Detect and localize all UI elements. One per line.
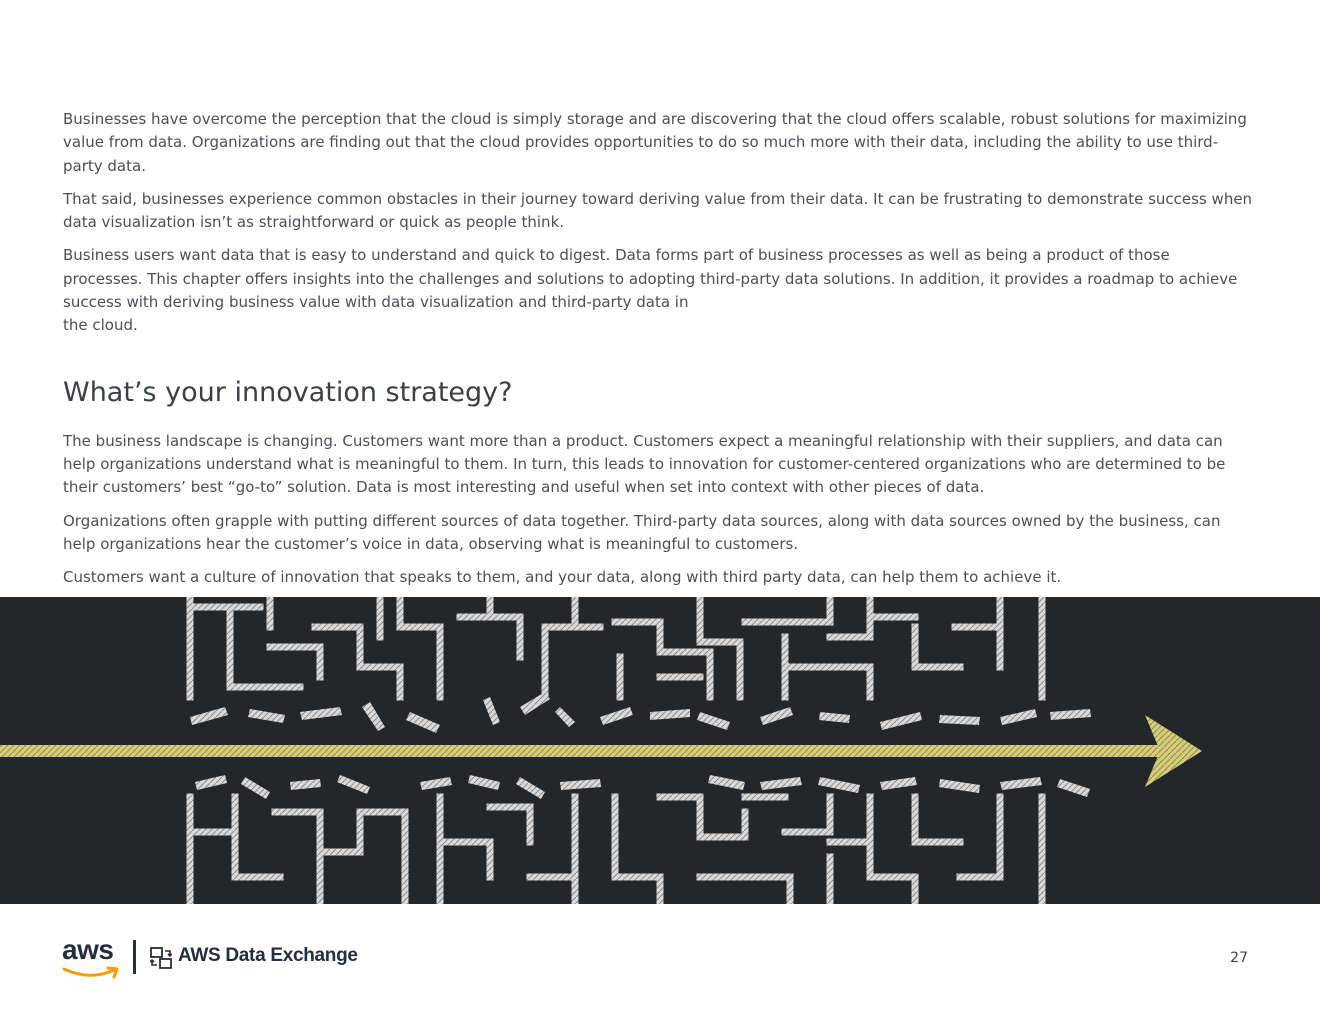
aws-logo-text: aws <box>62 934 114 965</box>
footer-divider <box>133 940 136 974</box>
intro-paragraph-2: That said, businesses experience common obstacles in their journey toward deriving value from their data. It can be frustrating to demonstrate success when data visualization isn’t as straightforward or quick as people think. <box>63 189 1253 232</box>
section-heading: What’s your innovation strategy? <box>63 376 513 408</box>
page-number: 27 <box>1230 950 1248 966</box>
maze-lower <box>190 797 1042 904</box>
intro-paragraph-1: Businesses have overcome the perception that the cloud is simply storage and are discovering that the cloud offers scalable, robust solutions for maximizing value from data. Organizations are finding out that the cloud provides opportunities to do so much more with their data, including the ability to use third-party data. <box>63 110 1247 175</box>
section-paragraph-3: Customers want a culture of innovation that speaks to them, and your data, along with third party data, can help them to achieve it. <box>63 568 1062 587</box>
product-name: AWS Data Exchange <box>178 945 358 966</box>
maze-arrow-image <box>0 597 1320 904</box>
intro-paragraph-3: Business users want data that is easy to understand and quick to digest. Data forms part of business processes as well as being a product of those processes. This chapter offers insights into the challenges and solutions to adopting third-party data solutions. In addition, it provides a roadmap to achieve success with deriving business value with data visualization and third-party data in the cloud. <box>63 246 1238 335</box>
maze-with-arrow-illustration <box>0 597 1320 904</box>
maze-upper <box>190 597 1042 697</box>
section-paragraph-2: Organizations often grapple with putting different sources of data together. Third-party data sources, along with data sources owned by the business, can help organizations hear the customer’s voice in data, observing what is meaningful to customers. <box>63 511 1221 553</box>
yellow-arrow <box>0 715 1202 787</box>
page-footer <box>0 930 1320 990</box>
maze-debris-upper <box>190 692 1091 733</box>
aws-logo <box>62 934 122 978</box>
maze-debris-lower <box>195 775 1090 799</box>
aws-smile-icon <box>62 966 122 982</box>
section-paragraph-1: The business landscape is changing. Customers want more than a product. Customers expect a meaningful relationship with their suppliers, and data can help organizations understand what is meaningful to them. In turn, this leads to innovation for customer-centered organizations who are determined to be their customers’ best “go-to” solution. Data is most interesting and useful when set into context with other pieces of data. <box>63 431 1226 497</box>
main-content <box>63 108 1253 599</box>
data-exchange-icon <box>150 947 172 969</box>
